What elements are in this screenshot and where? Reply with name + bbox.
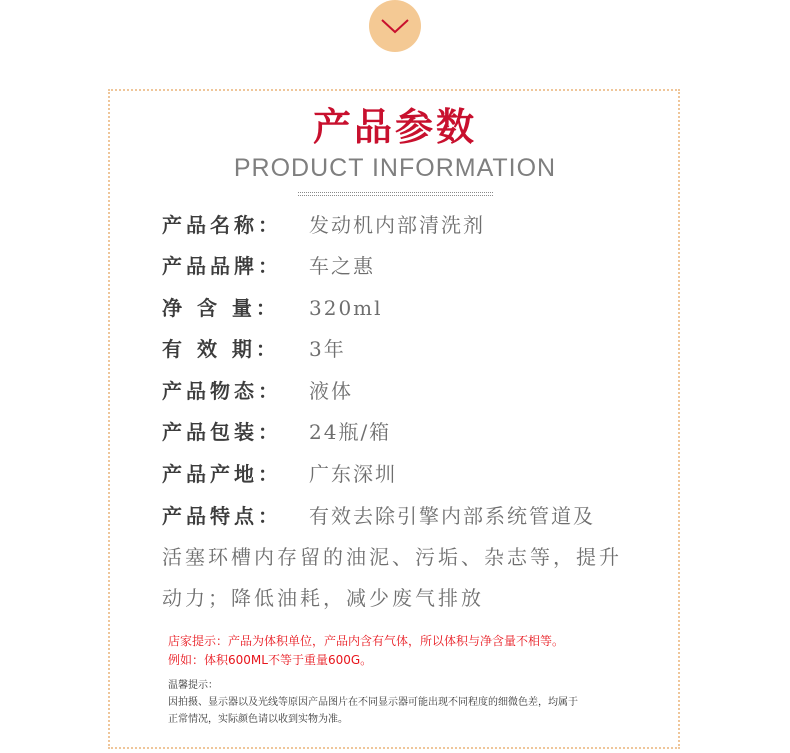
chevron-down-icon (379, 16, 411, 36)
param-label: 产品产地： (162, 462, 282, 486)
param-label: 有 效 期： (162, 337, 280, 361)
page-subtitle: PRODUCT INFORMATION (233, 154, 557, 182)
feature-text-line: 动力；降低油耗，减少废气排放 (162, 586, 484, 610)
chevron-down-badge (369, 0, 421, 52)
store-notice-example: 例如：体积600ML不等于重量600G。 (168, 653, 373, 667)
param-label: 产品包装： (162, 420, 282, 444)
title-divider (298, 192, 493, 196)
param-label: 净 含 量： (162, 296, 280, 320)
param-value: 广东深圳 (309, 462, 397, 486)
tip-heading: 温馨提示： (168, 680, 218, 691)
param-label: 产品物态： (162, 379, 282, 403)
param-value: 320ml (309, 296, 383, 320)
param-label: 产品名称： (162, 213, 282, 237)
param-value: 车之惠 (309, 254, 375, 278)
tip-text: 正常情况，实际颜色请以收到实物为准。 (168, 714, 348, 725)
param-value: 发动机内部清洗剂 (309, 213, 485, 237)
param-value: 有效去除引擎内部系统管道及 (309, 504, 595, 528)
param-label: 产品特点： (162, 504, 282, 528)
feature-text-line: 活塞环槽内存留的油泥、污垢、杂志等，提升 (162, 545, 622, 569)
param-label: 产品品牌： (162, 254, 282, 278)
page-title: 产品参数 (312, 105, 477, 149)
store-notice: 店家提示：产品为体积单位，产品内含有气体，所以体积与净含量不相等。 (168, 634, 565, 648)
param-value: 液体 (309, 379, 353, 403)
param-value: 24瓶/箱 (309, 420, 392, 444)
tip-text: 因拍摄、显示器以及光线等原因产品图片在不同显示器可能出现不同程度的细微色差，均属于 (168, 697, 578, 708)
param-value: 3年 (309, 337, 346, 361)
